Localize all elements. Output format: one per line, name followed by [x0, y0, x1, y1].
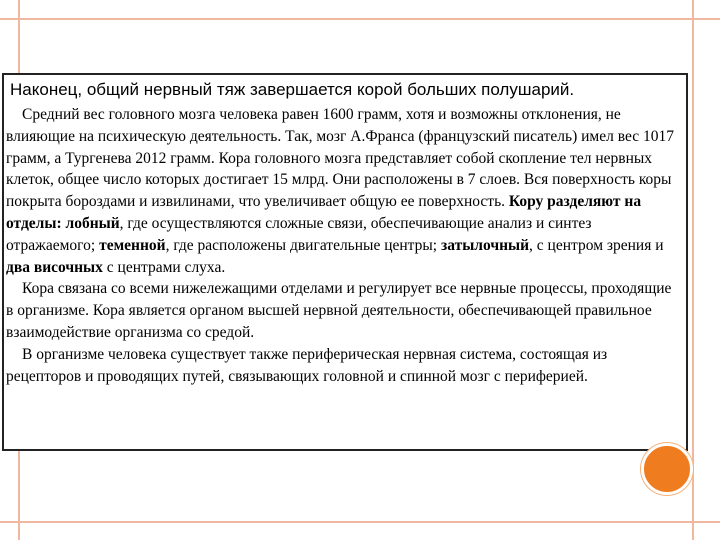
frame-line-top — [0, 18, 720, 20]
paragraph-2: Кора связана со всеми нижележащими отделами и регулирует все нервные процессы, проходящие в организме. Кора является органом высшей нервной деятельности, обеспечивающей правильное взаимодействие организма со средой. — [6, 280, 672, 341]
p1-seg-bold: теменной — [99, 236, 166, 254]
paragraph-1 — [6, 104, 682, 278]
slide-body — [6, 104, 682, 387]
p1-seg-bold: затылочный — [441, 236, 530, 254]
p1-seg: , где расположены двигательные центры; — [165, 236, 441, 254]
paragraph-3: В организме человека существует также периферическая нервная система, состоящая из рецепторов и проводящих путей, связывающих головной и спинной мозг с периферией. — [6, 345, 608, 385]
p1-seg: , с центром зрения и — [529, 236, 664, 254]
p1-seg: , где осуществляются сложные связи, обеспечивающие анализ и синтез отражаемого; — [6, 214, 592, 254]
frame-line-right — [692, 0, 694, 540]
p1-seg: с центрами слуха. — [102, 258, 226, 276]
accent-circle — [641, 443, 693, 495]
frame-line-bottom — [0, 521, 720, 523]
p1-seg: Средний вес головного мозга человека равен 1600 грамм, хотя и возможны отклонения, не влияющие на психическую деятельность. Так, мозг А.Франса (французский писатель) имел вес 1017 грамм, а Тургенева 2012 грамм. Кора головного мозга представляет собой скопление тел нервных клеток, общее число которых достигает 15 млрд. Они расположены в 7 слоев. Вся поверхность коры покрыта бороздами и извилинами, что увеличивает общую ее поверхность. — [6, 106, 674, 211]
p1-seg-bold: Кору разделяют на отделы: лобный — [6, 193, 642, 232]
slide-title: Наконец, общий нервный тяж завершается корой больших полушарий. — [10, 80, 575, 99]
p1-seg-bold: два височных — [6, 258, 103, 276]
